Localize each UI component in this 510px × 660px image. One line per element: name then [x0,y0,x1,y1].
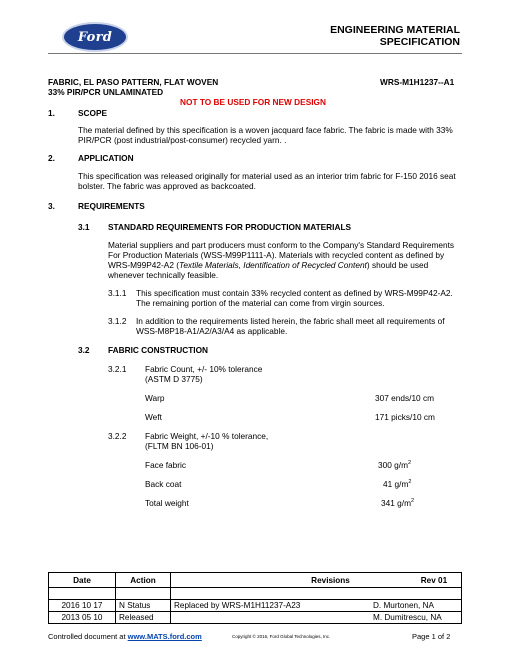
header-date: Date [49,573,116,588]
section-3-1-number: 3.1 [78,222,90,232]
application-text-line1: This specification was released originally for material used as an interior trim fabric for F-150 2016 seat [78,171,456,181]
weft-value: 171 picks/10 cm [375,412,435,422]
section-3-2-number: 3.2 [78,345,90,355]
header-divider [48,53,462,54]
back-coat-number: 41 g/m [383,479,409,489]
s31-line3-italic: Textile Materials, Identification of Recycled Content [179,260,367,270]
revision-table-header [49,573,462,588]
weft-label: Weft [145,412,162,422]
back-coat-label: Back coat [145,479,182,489]
section-3-title: REQUIREMENTS [78,201,145,211]
section-2-title: APPLICATION [78,153,134,163]
s31-text-line1: Material suppliers and part producers must conform to the Company's Standard Requirements [108,240,455,250]
table-row [49,600,462,612]
scope-text-line2: PIR/PCR (post industrial/post-consumer) recycled yarn. . [78,135,287,145]
total-weight-label: Total weight [145,498,189,508]
s311-text-line2: The remaining portion of the material can come from virgin sources. [136,298,385,308]
row2-person: M. Dumitrescu, NA [370,612,462,624]
superscript-2: 2 [408,479,412,486]
row2-date: 2013 05 10 [49,612,116,624]
s321-text-line1: Fabric Count, +/- 10% tolerance [145,364,263,374]
spec-name-line1: FABRIC, EL PASO PATTERN, FLAT WOVEN [48,77,219,87]
revision-table [48,572,462,624]
ford-logo [62,22,128,52]
section-3-1-title: STANDARD REQUIREMENTS FOR PRODUCTION MATERIALS [108,222,352,232]
s31-text-line3 [108,260,428,271]
logo-text: Ford [77,29,113,45]
section-1-number: 1. [48,108,55,118]
mats-link[interactable]: www.MATS.ford.com [127,632,202,641]
row1-action: N Status [116,600,171,612]
row2-action: Released [116,612,171,624]
s321-text-line2: (ASTM D 3775) [145,374,203,384]
s31-text-line4: whenever technically feasible. [108,270,219,280]
s322-text-line2: (FLTM BN 106-01) [145,441,214,451]
section-1-title: SCOPE [78,108,108,118]
footer-controlled [48,632,202,641]
spacer-cell [49,588,116,600]
revision-table-spacer [49,588,462,600]
spec-number: WRS-M1H1237--A1 [380,77,455,87]
section-2-number: 2. [48,153,55,163]
footer-page-number: Page 1 of 2 [412,632,451,641]
total-weight-number: 341 g/m [381,498,411,508]
header-revisions [171,573,462,588]
s322-text-line1: Fabric Weight, +/-10 % tolerance, [145,431,269,441]
section-3-2-title: FABRIC CONSTRUCTION [108,345,209,355]
s31-text-line2: For Production Materials (WSS-M99P1111-A). Materials with recycled content as defined by [108,250,445,260]
row1-date: 2016 10 17 [49,600,116,612]
face-fabric-label: Face fabric [145,460,187,470]
section-3-2-2-number: 3.2.2 [108,431,127,441]
s31-line3-prefix: WRS-M99P42-A2 ( [108,260,180,270]
warp-value: 307 ends/10 cm [375,393,435,403]
spacer-cell [171,588,462,600]
section-3-1-1-number: 3.1.1 [108,288,127,298]
s31-line3-suffix: ) should be used [366,260,429,270]
document-title: ENGINEERING MATERIAL SPECIFICATION [330,24,460,48]
section-3-2-1-number: 3.2.1 [108,364,127,374]
face-fabric-value [378,460,411,471]
table-row [49,612,462,624]
warning-banner: NOT TO BE USED FOR NEW DESIGN [180,97,326,107]
warp-label: Warp [145,393,165,403]
row2-revision [171,612,371,624]
s312-text-line1: In addition to the requirements listed herein, the fabric shall meet all requirements of [136,316,445,326]
spec-name-line2: 33% PIR/PCR UNLAMINATED [48,87,164,97]
superscript-2: 2 [407,460,412,467]
s311-text-line1: This specification must contain 33% recycled content as defined by WRS-M99P42-A2. [136,288,453,298]
header-revisions-label: Revisions [311,575,350,585]
row1-person: D. Murtonen, NA [370,600,462,612]
section-3-number: 3. [48,201,55,211]
superscript-2: 2 [410,498,415,505]
section-3-1-2-number: 3.1.2 [108,316,127,326]
header-action: Action [116,573,171,588]
scope-text-line1: The material defined by this specification is a woven jacquard face fabric. The fabric is made with 33% [78,125,453,135]
back-coat-value [383,479,411,490]
footer-controlled-prefix: Controlled document at [48,632,128,641]
total-weight-value [381,498,414,509]
header-rev: Rev 01 [420,575,448,585]
face-fabric-number: 300 g/m [378,460,408,470]
row1-revision: Replaced by WRS-M1H11237-A23 [171,600,371,612]
application-text-line2: bolster. The fabric was approved as backcoated. [78,181,256,191]
s312-text-line2: WSS-M8P18-A1/A2/A3/A4 as applicable. [136,326,288,336]
footer-copyright: Copyright © 2016, Ford Global Technologies, Inc. [232,634,331,639]
spacer-cell [116,588,171,600]
